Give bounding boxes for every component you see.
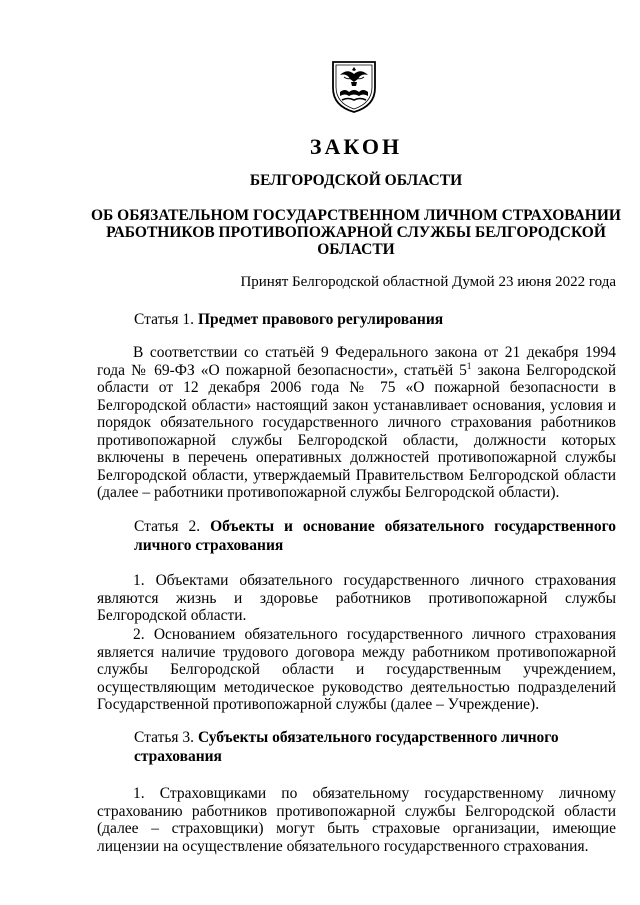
article-2-paragraph-2: 2. Основанием обязательного государственного личного страхования является наличие трудового договора между работником противопожарной службы Белгородской области и государственным учреждением, осуществляющим методическое руководство деятельностью подразделений Государственной противопожарной службы (далее – Учреждение). bbox=[97, 626, 616, 713]
article-title: Объекты и основание обязательного государственного личного страхования bbox=[134, 518, 616, 554]
article-number: Статья 3. bbox=[134, 729, 195, 746]
article-title: Субъекты обязательного государственного личного страхования bbox=[134, 729, 559, 765]
article-1-heading bbox=[134, 310, 616, 329]
article-3-paragraph-1: 1. Страховщиками по обязательному государственному личному страхованию работников противопожарной службы Белгородской области (далее – страховщики) могут быть страховые организации, имеющие лицензии на осуществление обязательного государственного страхования. bbox=[97, 785, 616, 855]
belgorod-coat-of-arms-icon bbox=[330, 58, 378, 114]
article-1-paragraph: В соответствии со статьёй 9 Федерального закона от 21 декабря 1994 года № 69-ФЗ «О пожарной безопасности», статьёй $5^1$ закона Белгородской области от 12 декабря 2006 года № 75 «О пожарной безопасности в Белгородской области» настоящий закон устанавливает основания, условия и порядок обязательного государственного личного страхования работников противопожарной службы Белгородской области, должности которых включены в перечень оперативных должностей противопожарной службы Белгородской области, утверждаемый Правительством Белгородской области (далее – работники противопожарной службы Белгородской области). bbox=[97, 344, 616, 501]
article-2-paragraph-1: 1. Объектами обязательного государственного личного страхования являются жизнь и здоровье работников противопожарной службы Белгородской области. bbox=[97, 572, 616, 624]
accepted-date: Принят Белгородской областной Думой 23 июня 2022 года bbox=[240, 274, 616, 290]
article-title: Предмет правового регулирования bbox=[197, 311, 444, 328]
article-2-heading bbox=[134, 517, 616, 555]
article-3-heading bbox=[134, 728, 616, 766]
law-subject: ОБ ОБЯЗАТЕЛЬНОМ ГОСУДАРСТВЕННОМ ЛИЧНОМ СТРАХОВАНИИ РАБОТНИКОВ ПРОТИВОПОЖАРНОЙ СЛУЖБЫ БЕЛГОРОДСКОЙ ОБЛАСТИ bbox=[91, 207, 621, 258]
region-title: БЕЛГОРОДСКОЙ ОБЛАСТИ bbox=[249, 172, 463, 189]
article-number: Статья 1. bbox=[134, 311, 195, 328]
superscript: 1 bbox=[466, 360, 472, 371]
law-title: ЗАКОН bbox=[309, 134, 403, 159]
article-number: Статья 2. bbox=[134, 518, 201, 535]
